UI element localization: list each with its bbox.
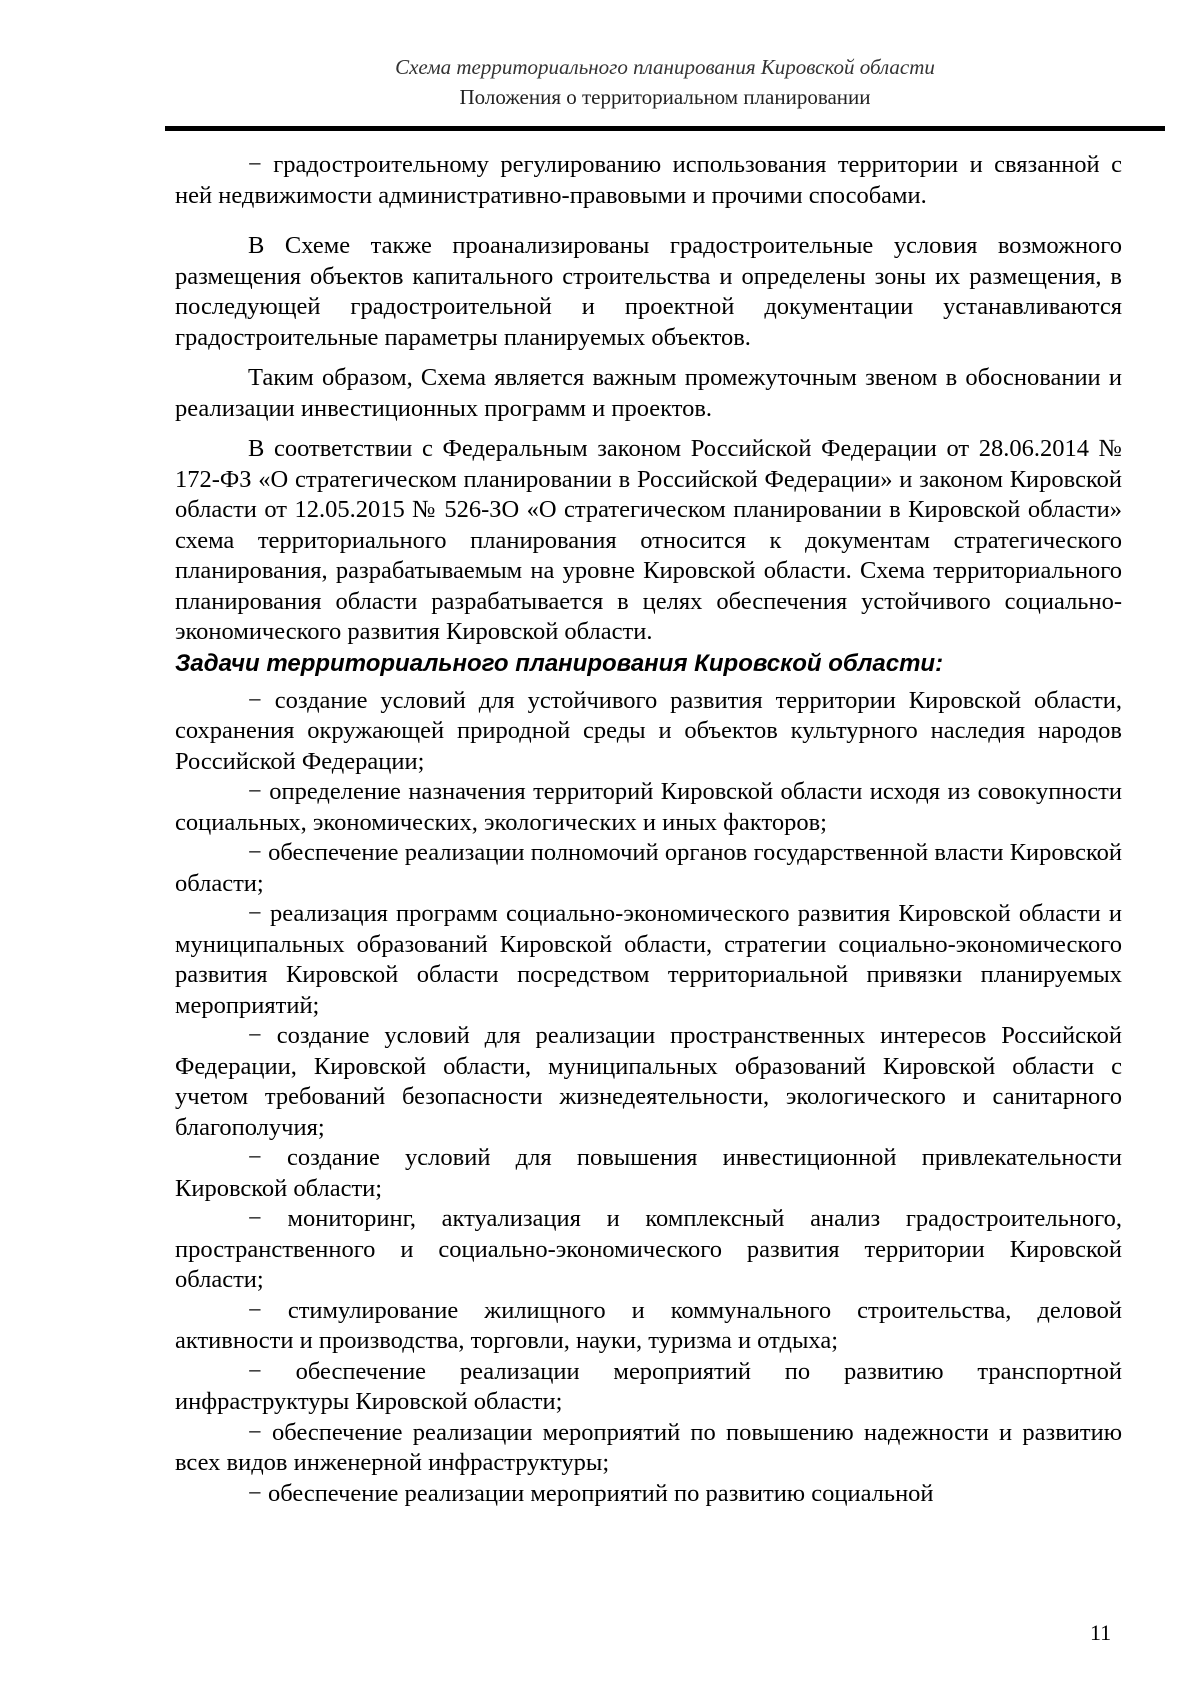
task-item: − создание условий для реализации пространственных интересов Российской Федерации, Кировской области, муниципальных образований Кировской области с учетом требований безопасности жизнедеятельности, экологического и санитарного благополучия; — [175, 1022, 1122, 1141]
document-subtitle: Положения о территориальном планировании — [459, 85, 871, 109]
task-item: − обеспечение реализации мероприятий по развитию социальной — [248, 1479, 934, 1507]
header-rule — [165, 126, 1165, 131]
task-item: − создание условий для повышения инвестиционной привлекательности Кировской области; — [175, 1144, 1122, 1202]
task-item: − обеспечение реализации мероприятий по развитию транспортной инфраструктуры Кировской области; — [175, 1357, 1122, 1415]
paragraph: В соответствии с Федеральным законом Российской Федерации от 28.06.2014 № 172-ФЗ «О стратегическом планировании в Российской Федерации» и законом Кировской области от 12.05.2015 № 526-ЗО «О стратегическом планировании в Кировской области» схема территориального планирования относится к документам стратегического планирования, разрабатываемым на уровне Кировской области. Схема территориального планирования области разрабатывается в целях обеспечения устойчивого социально-экономического развития Кировской области. — [175, 435, 1122, 645]
paragraph: Таким образом, Схема является важным промежуточным звеном в обосновании и реализации инвестиционных программ и проектов. — [175, 364, 1122, 422]
task-item: − стимулирование жилищного и коммунального строительства, деловой активности и производства, торговли, науки, туризма и отдыха; — [175, 1296, 1122, 1354]
paragraph: В Схеме также проанализированы градостроительные условия возможного размещения объектов капитального строительства и определены зоны их размещения, в последующей градостроительной и проектной документации устанавливаются градостроительные параметры планируемых объектов. — [175, 232, 1122, 351]
task-item: − создание условий для устойчивого развития территории Кировской области, сохранения окружающей природной среды и объектов культурного наследия народов Российской Федерации; — [175, 686, 1122, 775]
page-number: 11 — [1090, 1620, 1112, 1645]
task-item: − обеспечение реализации полномочий органов государственной власти Кировской области; — [175, 839, 1122, 897]
document-title: Схема территориального планирования Кировской области — [395, 55, 935, 79]
paragraph: − градостроительному регулированию использования территории и связанной с ней недвижимости административно-правовыми и прочими способами. — [175, 151, 1122, 209]
task-item: − обеспечение реализации мероприятий по повышению надежности и развитию всех видов инженерной инфраструктуры; — [175, 1418, 1122, 1476]
section-heading: Задачи территориального планирования Кировской области: — [175, 649, 944, 677]
task-item: − реализация программ социально-экономического развития Кировской области и муниципальных образований Кировской области, стратегии социально-экономического развития Кировской области посредством территориальной привязки планируемых мероприятий; — [175, 900, 1122, 1019]
page-body — [175, 150, 1122, 1509]
running-header — [165, 52, 1165, 112]
task-item: − определение назначения территорий Кировской области исходя из совокупности социальных, экономических, экологических и иных факторов; — [175, 778, 1122, 836]
task-item: − мониторинг, актуализация и комплексный анализ градостроительного, пространственного и социально-экономического развития территории Кировской области; — [175, 1205, 1122, 1293]
